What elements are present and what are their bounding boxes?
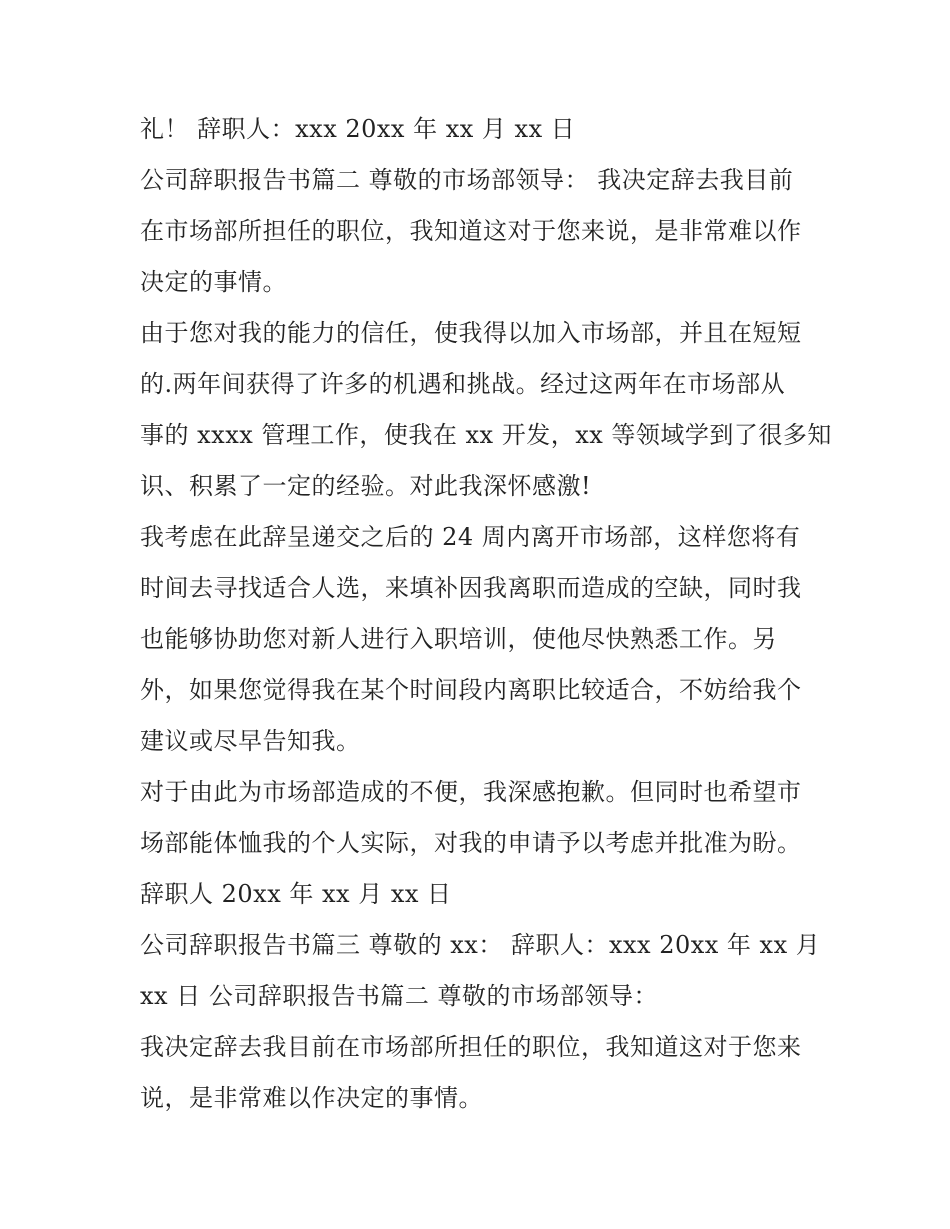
text-line: 识、积累了一定的经验。对此我深怀感激! — [140, 472, 592, 500]
text-line: 我考虑在此辞呈递交之后的 24 周内离开市场部，这样您将有 — [140, 523, 801, 551]
document-body — [140, 104, 832, 1124]
text-line: 事的 xxxx 管理工作，使我在 xx 开发，xx 等领域学到了很多知 — [140, 421, 832, 449]
text-line: 辞职人 20xx 年 xx 月 xx 日 — [140, 880, 452, 908]
text-line: 由于您对我的能力的信任，使我得以加入市场部，并且在短短 — [140, 319, 802, 347]
text-line: 建议或尽早告知我。 — [140, 727, 361, 755]
text-line: 在市场部所担任的职位，我知道这对于您来说，是非常难以作 — [140, 217, 802, 245]
text-line: 时间去寻找适合人选，来填补因我离职而造成的空缺，同时我 — [140, 574, 802, 602]
text-line: 决定的事情。 — [140, 268, 287, 296]
text-line: 公司辞职报告书篇三 尊敬的 xx： 辞职人：xxx 20xx 年 xx 月 — [140, 931, 821, 959]
text-line: 也能够协助您对新人进行入职培训，使他尽快熟悉工作。另 — [140, 625, 777, 653]
text-line: 礼！ 辞职人：xxx 20xx 年 xx 月 xx 日 — [140, 115, 576, 143]
text-line: 公司辞职报告书篇二 尊敬的市场部领导： 我决定辞去我目前 — [140, 166, 794, 194]
text-line: xx 日 公司辞职报告书篇二 尊敬的市场部领导： — [140, 982, 658, 1010]
text-line: 的.两年间获得了许多的机遇和挑战。经过这两年在市场部从 — [140, 370, 786, 398]
text-line: 说，是非常难以作决定的事情。 — [140, 1084, 483, 1112]
text-line: 场部能体恤我的个人实际，对我的申请予以考虑并批准为盼。 — [140, 829, 802, 857]
text-line: 我决定辞去我目前在市场部所担任的职位，我知道这对于您来 — [140, 1033, 802, 1061]
text-line: 对于由此为市场部造成的不便，我深感抱歉。但同时也希望市 — [140, 778, 802, 806]
text-line: 外，如果您觉得我在某个时间段内离职比较适合，不妨给我个 — [140, 676, 802, 704]
